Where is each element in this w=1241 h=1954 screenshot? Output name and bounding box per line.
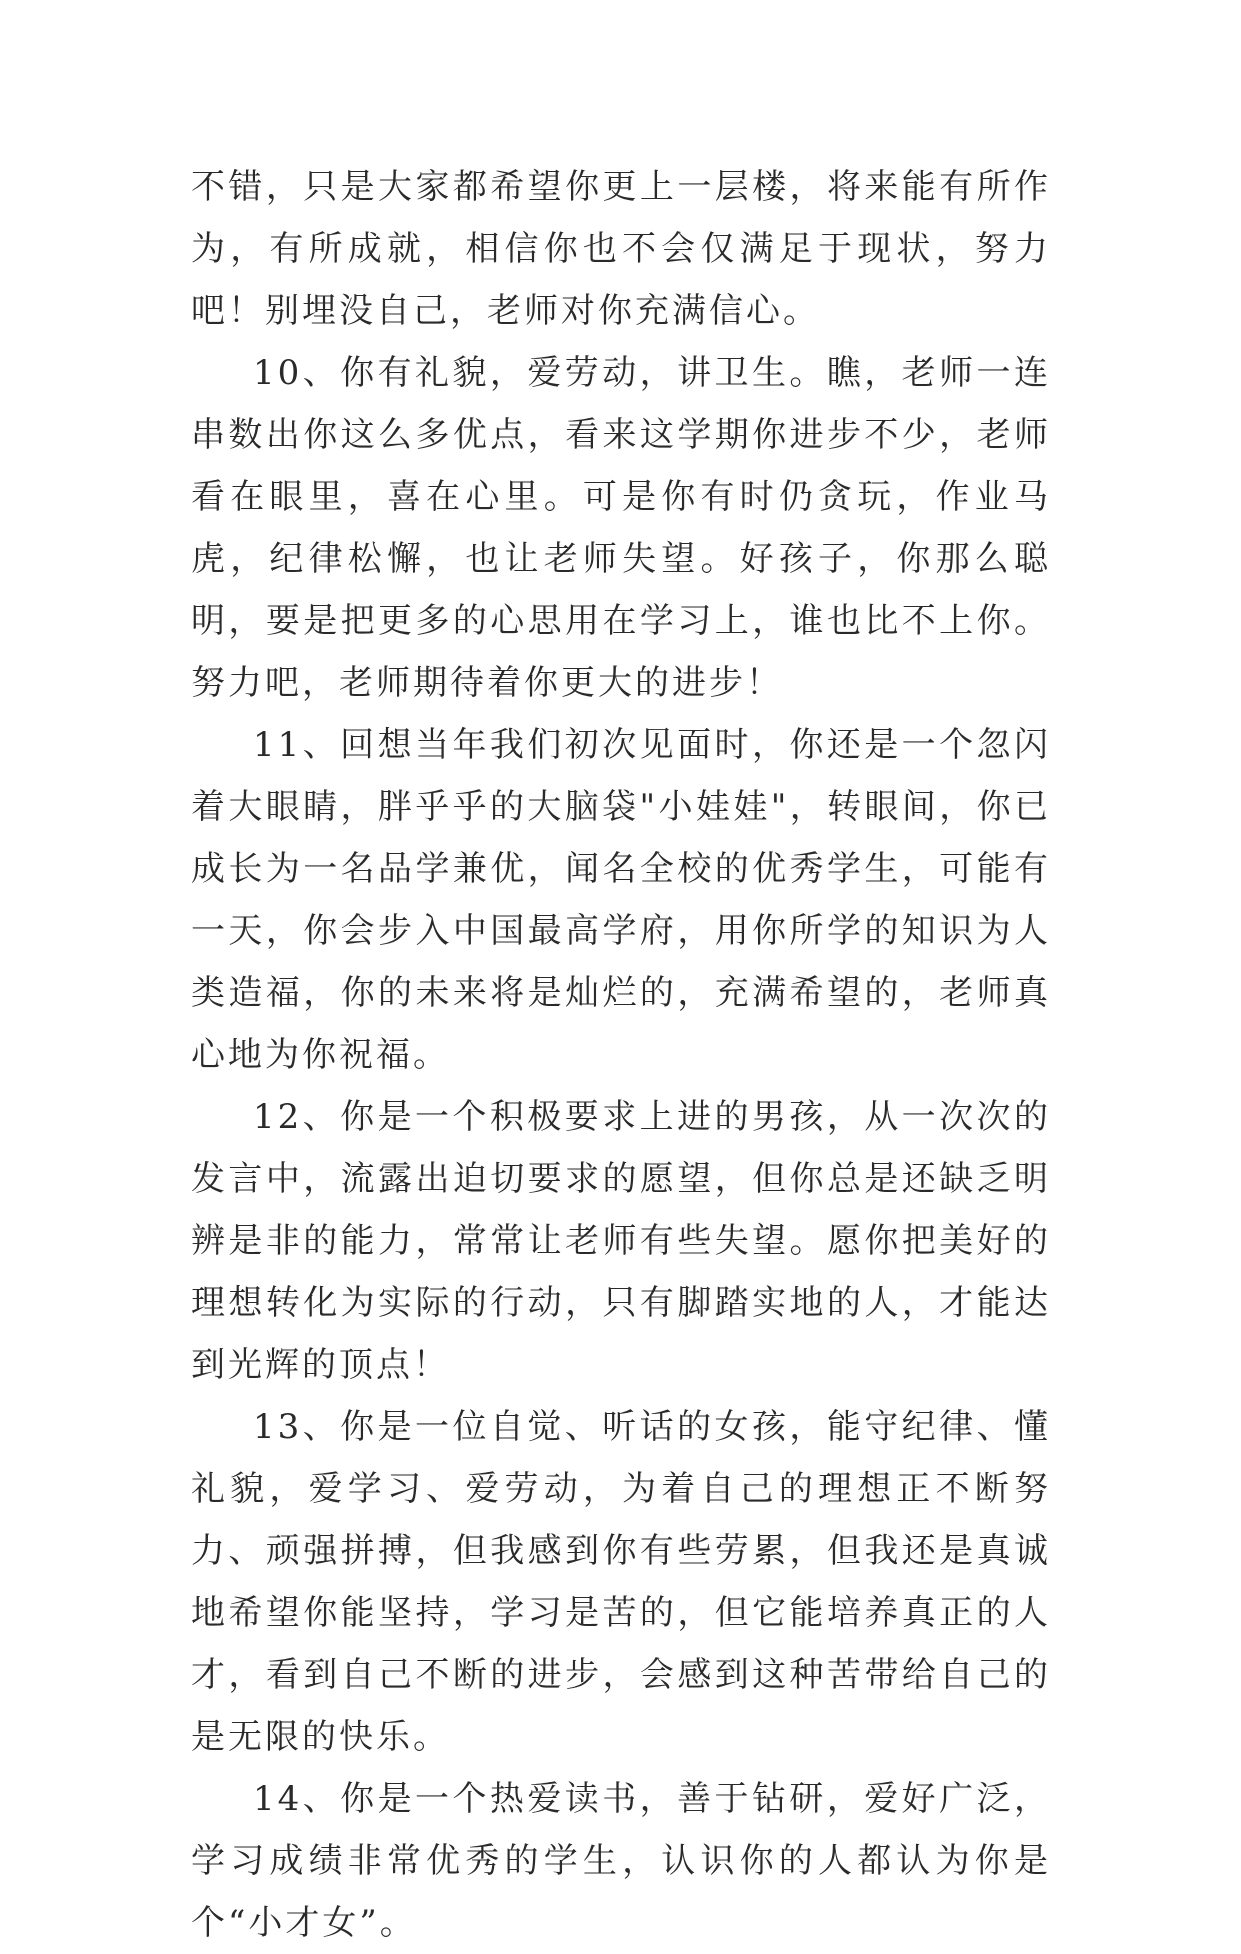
paragraph-item-11: 11、回想当年我们初次见面时，你还是一个忽闪着大眼睛，胖乎乎的大脑袋"小娃娃"，转眼间，你已成长为一名品学兼优，闻名全校的优秀学生，可能有一天，你会步入中国最高学府，用你所学的知识为人类造福，你的未来将是灿烂的，充满希望的，老师真心地为你祝福。	[191, 725, 1051, 1075]
document-body	[191, 156, 1051, 1954]
paragraph-item-12: 12、你是一个积极要求上进的男孩，从一次次的发言中，流露出迫切要求的愿望，但你总是还缺乏明辨是非的能力，常常让老师有些失望。愿你把美好的理想转化为实际的行动，只有脚踏实地的人，才能达到光辉的顶点！	[191, 1097, 1051, 1385]
paragraph-continuation: 不错，只是大家都希望你更上一层楼，将来能有所作为，有所成就，相信你也不会仅满足于现状，努力吧！别埋没自己，老师对你充满信心。	[191, 167, 1051, 331]
paragraph-item-13: 13、你是一位自觉、听话的女孩，能守纪律、懂礼貌，爱学习、爱劳动，为着自己的理想正不断努力、顽强拼搏，但我感到你有些劳累，但我还是真诚地希望你能坚持，学习是苦的，但它能培养真正的人才，看到自己不断的进步，会感到这种苦带给自己的是无限的快乐。	[191, 1407, 1051, 1757]
paragraph-item-14: 14、你是一个热爱读书，善于钻研，爱好广泛，学习成绩非常优秀的学生，认识你的人都认为你是个“小才女”。	[191, 1779, 1051, 1943]
paragraph-item-10: 10、你有礼貌，爱劳动，讲卫生。瞧，老师一连串数出你这么多优点，看来这学期你进步不少，老师看在眼里，喜在心里。可是你有时仍贪玩，作业马虎，纪律松懈，也让老师失望。好孩子，你那么聪明，要是把更多的心思用在学习上，谁也比不上你。努力吧，老师期待着你更大的进步！	[191, 353, 1051, 703]
